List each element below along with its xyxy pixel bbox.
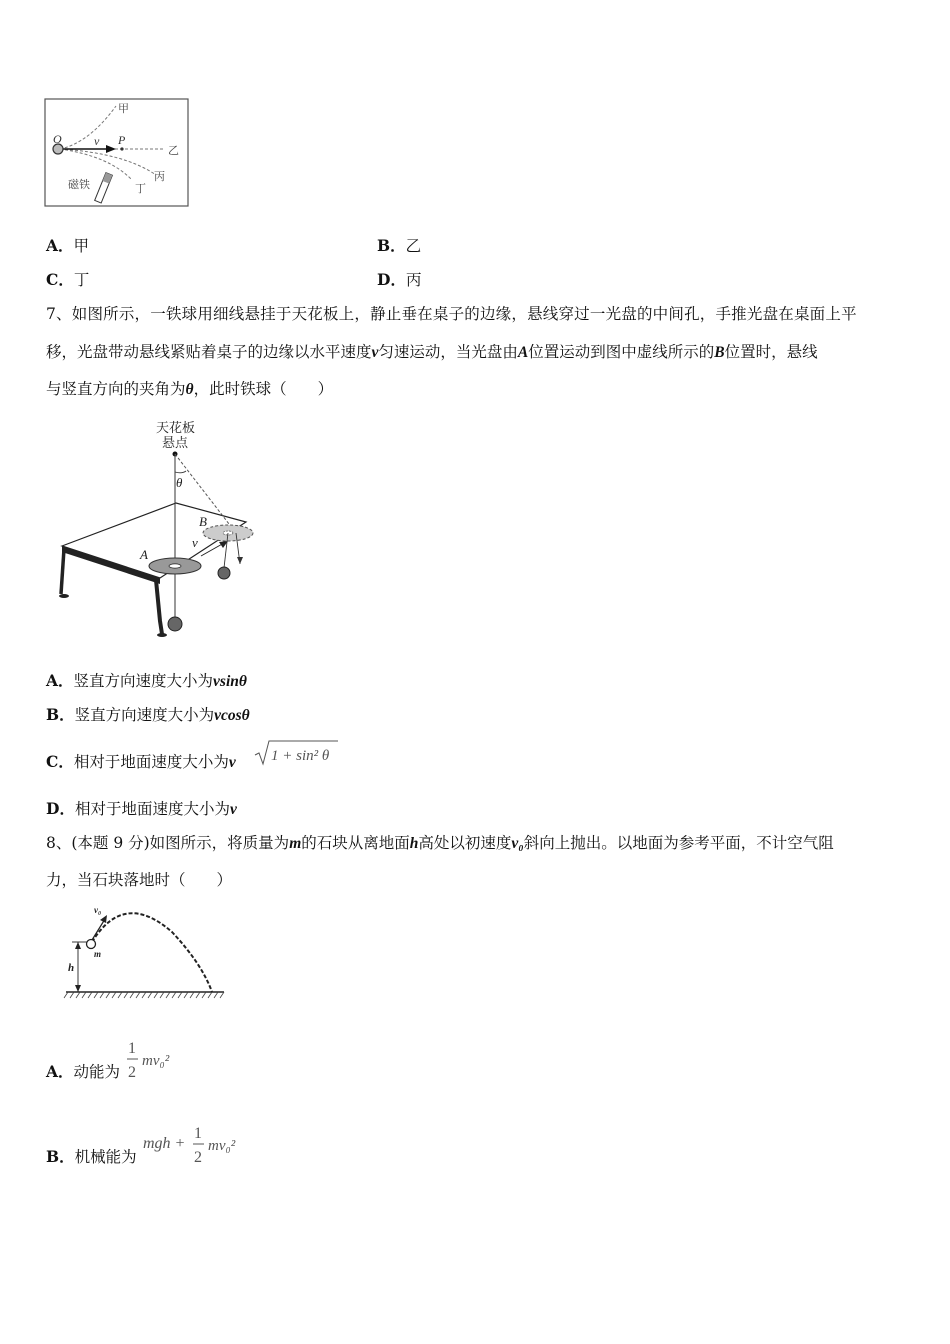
q6-option-a[interactable]: A．甲 [46,236,90,255]
table-disc-figure [56,416,316,642]
label-h: h [68,962,75,974]
q6-option-c[interactable]: C．丁 [46,270,90,289]
q7-option-a[interactable]: A．竖直方向速度大小为vsinθ [46,671,247,690]
label-magnet: 磁铁 [68,178,90,191]
q8-option-a[interactable]: A．动能为 [46,1062,121,1081]
svg-text:mv₀²: mv₀² [142,1053,170,1069]
q6-option-b[interactable]: B．乙 [377,236,422,255]
q8-stem-line1: 8、(本题 9 分)如图所示，将质量为m的石块从离地面h高处以初速度v₀斜向上抛出。以地面为参考平面，不计空气阻 [46,834,834,852]
label-suspension-point: 悬点 [162,436,189,451]
label-v0: v₀ [94,905,102,915]
svg-text:1 + sin² θ: 1 + sin² θ [271,748,330,764]
svg-text:2: 2 [128,1064,136,1081]
label-bing: 丙 [154,170,165,183]
q7-option-d[interactable]: D．相对于地面速度大小为v [46,799,237,818]
svg-text:1: 1 [194,1125,202,1142]
label-theta: θ [176,475,183,490]
mechanical-energy-formula [142,1121,248,1167]
label-o: O [53,132,62,146]
q8-stem-line2: 力，当石块落地时（ ） [46,871,233,889]
q8-option-b[interactable]: B．机械能为 [46,1147,137,1166]
label-b: B [199,514,207,529]
label-a: A [140,547,148,562]
magnet-trajectory-figure [44,98,190,208]
stone-icon [87,940,96,949]
label-v-q7: v [192,535,198,550]
projectile-figure [62,904,228,1004]
sqrt-formula [254,738,340,768]
q7-stem-line3: 与竖直方向的夹角为θ，此时铁球（ ） [46,380,334,398]
label-jia: 甲 [118,102,129,115]
kinetic-energy-formula [124,1036,184,1082]
label-m: m [94,949,102,959]
q6-option-d[interactable]: D．丙 [377,270,422,289]
label-ding: 丁 [135,182,146,195]
label-ceiling: 天花板 [156,421,196,436]
label-p: P [118,133,126,147]
trajectory [92,913,212,992]
q7-stem-line1: 7、如图所示，一铁球用细线悬挂于天花板上，静止垂在桌子的边缘，悬线穿过一光盘的中间孔，手推光盘在桌面上平 [46,305,857,323]
ball-a-icon [168,617,182,631]
svg-text:mv₀²: mv₀² [208,1138,236,1154]
label-v: v [94,134,100,148]
q7-stem-line2: 移，光盘带动悬线紧贴着桌子的边缘以水平速度v匀速运动，当光盘由A位置运动到图中虚线所示的B位置时，悬线 [46,343,818,361]
ball-b-icon [218,567,230,579]
q7-option-b[interactable]: B．竖直方向速度大小为vcosθ [46,705,250,724]
svg-text:mgh +: mgh + [143,1135,186,1152]
q7-option-c[interactable]: C．相对于地面速度大小为v [46,752,236,771]
svg-text:2: 2 [194,1149,202,1166]
label-yi: 乙 [168,144,179,157]
svg-text:1: 1 [128,1040,136,1057]
